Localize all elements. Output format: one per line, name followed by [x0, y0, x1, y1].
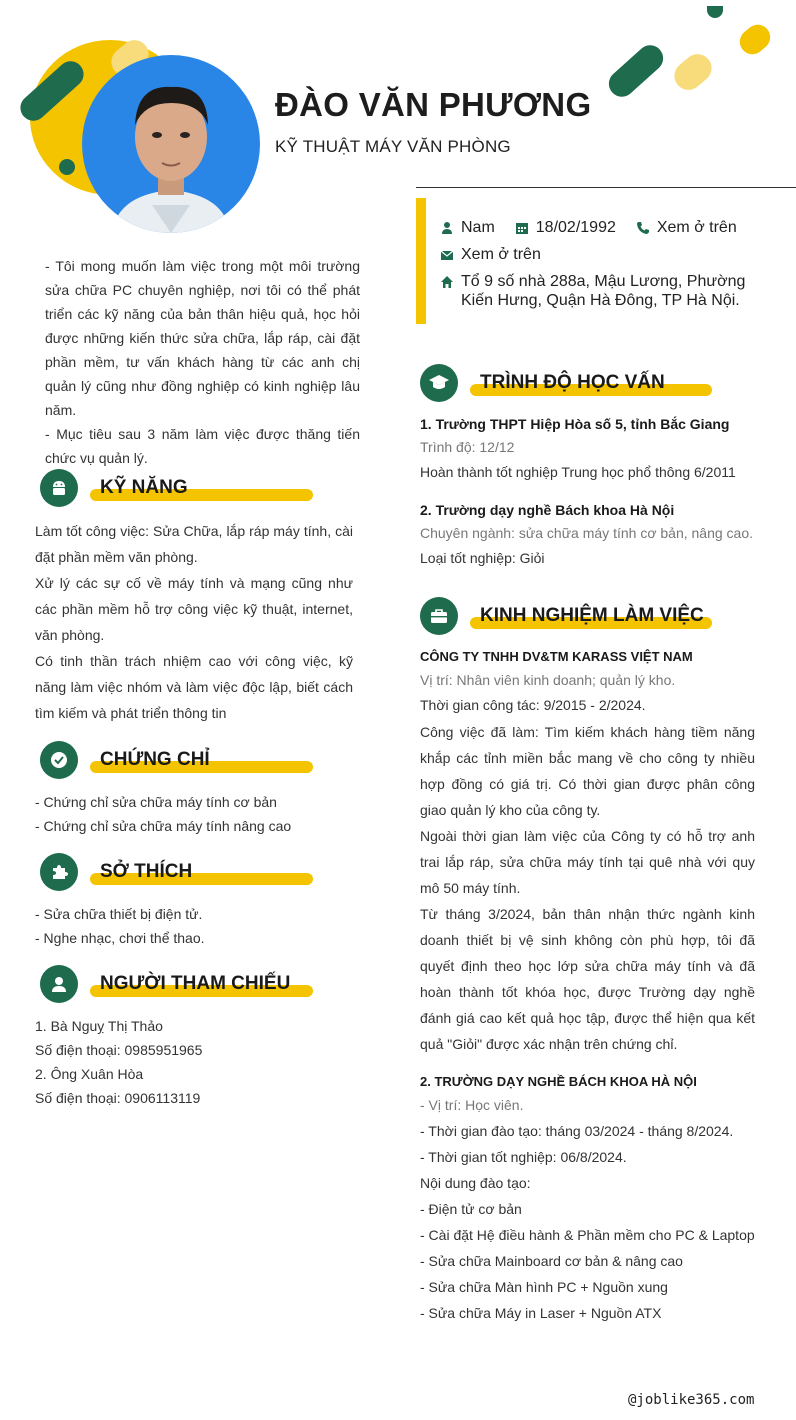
contact-info	[440, 218, 780, 318]
certificate-item: - Chứng chỉ sửa chữa máy tính cơ bản	[35, 794, 277, 810]
skills-title: KỸ NĂNG	[100, 477, 188, 498]
hobbies-title: SỞ THÍCH	[100, 861, 193, 882]
career-objective	[45, 254, 360, 470]
education-list	[420, 414, 760, 570]
job-position: Vị trí: Nhân viên kinh doanh; quản lý kho.	[420, 672, 676, 688]
experience-title: KINH NGHIỆM LÀM VIỆC	[480, 605, 704, 626]
company-name: CÔNG TY TNHH DV&TM KARASS VIỆT NAM	[420, 649, 693, 664]
job-line: Thời gian công tác: 9/2015 - 2/2024.	[420, 697, 646, 713]
company-name: 2. TRƯỜNG DẠY NGHỀ BÁCH KHOA HÀ NỘI	[420, 1074, 697, 1089]
skills-section-header	[40, 469, 320, 507]
certificates-list	[35, 790, 353, 838]
education-section-header	[420, 364, 720, 402]
gender-value: Nam	[461, 219, 495, 236]
graduation-cap-icon	[428, 372, 450, 394]
job-line: Từ tháng 3/2024, bản thân nhận thức ngành kinh doanh thiết bị vệ sinh không còn phù hợp, tôi đã quyết định theo học lớp sửa chữa máy tính và đã hoàn thành tốt khóa học, được Trường dạy nghề đánh giá cao kết quả học tập, được thể hiện qua kết quả "Giỏi" được xác nhận trên chứng chỉ.	[420, 906, 755, 1052]
birthday-value: 18/02/1992	[535, 219, 616, 236]
verified-badge-icon	[49, 750, 69, 770]
job-position: - Vị trí: Học viên.	[420, 1097, 524, 1113]
job-line: Nội dung đào tạo:	[420, 1175, 531, 1191]
phone-value: Xem ở trên	[656, 219, 737, 236]
school-detail: Loại tốt nghiệp: Giỏi	[420, 550, 545, 566]
address-value: Tổ 9 số nhà 288a, Mậu Lương, Phường Kiến Hưng, Quận Hà Đông, TP Hà Nội.	[461, 273, 746, 309]
job-line: Ngoài thời gian làm việc của Công ty có hỗ trợ anh trai lắp ráp, sửa chữa máy tính tại quê nhà với quy mô 50 máy tính.	[420, 828, 755, 896]
profile-photo	[82, 55, 260, 233]
references-title: NGƯỜI THAM CHIẾU	[100, 973, 291, 994]
reference-line: Số điện thoại: 0985951965	[35, 1042, 203, 1058]
decor-green-dot	[59, 159, 75, 175]
reference-line: Số điện thoại: 0906113119	[35, 1090, 201, 1106]
user-circle-icon	[49, 974, 69, 994]
android-icon	[49, 478, 69, 498]
calendar-icon	[515, 221, 529, 235]
email-value: Xem ở trên	[461, 246, 541, 263]
briefcase-icon	[429, 606, 449, 626]
decor-green-dot-right	[707, 6, 723, 18]
home-icon	[440, 275, 454, 289]
certificates-title: CHỨNG CHỈ	[100, 749, 210, 770]
reference-line: 2. Ông Xuân Hòa	[35, 1066, 144, 1082]
objective-line: - Tôi mong muốn làm việc trong một môi trường sửa chữa PC chuyên nghiệp, nơi tôi có thể phát triển các kỹ năng của bản thân hiệu quả, học hỏi được những kiến thức sửa chữa, lắp ráp, cài đặt phần mềm, tư vấn khách hàng từ các anh chị quản lý cũng như đồng nghiệp có kinh nghiệp lâu năm.	[45, 258, 360, 418]
job-line: - Sửa chữa Máy in Laser + Nguồn ATX	[420, 1305, 662, 1321]
job-line: - Điện tử cơ bản	[420, 1201, 522, 1217]
certificate-item: - Chứng chỉ sửa chữa máy tính nâng cao	[35, 818, 292, 834]
school-name: 1. Trường THPT Hiệp Hòa số 5, tỉnh Bắc Giang	[420, 416, 730, 432]
experience-section-header	[420, 597, 720, 635]
job-entry	[420, 1072, 760, 1326]
skill-item: Có tinh thần trách nhiệm cao với công việc, kỹ năng làm việc nhóm và làm việc độc lập, biết cách tìm kiếm và phát triển thông tin	[35, 653, 353, 721]
objective-line: - Mục tiêu sau 3 năm làm việc được thăng tiến chức vụ quản lý.	[45, 426, 360, 466]
school-level: Trình độ: 12/12	[420, 439, 515, 455]
job-line: Công việc đã làm: Tìm kiếm khách hàng tiềm năng khắp các tỉnh miền bắc mang về cho công ty nhiều hợp đồng có giá trị. Có thời gian được phân công giao quản lý kho của công ty.	[420, 724, 755, 818]
job-line: - Sửa chữa Màn hình PC + Nguồn xung	[420, 1279, 668, 1295]
hobby-item: - Sửa chữa thiết bị điện tử.	[35, 906, 203, 922]
candidate-name: ĐÀO VĂN PHƯƠNG	[275, 86, 592, 123]
hobbies-section-header	[40, 853, 320, 891]
phone-icon	[636, 221, 650, 235]
certificates-section-header	[40, 741, 320, 779]
email-icon	[440, 248, 454, 262]
decor-green-pill-right	[604, 40, 669, 102]
job-line: - Sửa chữa Mainboard cơ bản & nâng cao	[420, 1253, 683, 1269]
skills-list	[35, 518, 353, 726]
contact-accent-bar	[416, 198, 426, 324]
skill-item: Xử lý các sự cố về máy tính và mạng cũng như các phần mềm hỗ trợ công việc kỹ thuật, internet, văn phòng.	[35, 575, 353, 643]
person-icon	[440, 221, 454, 235]
school-detail: Hoàn thành tốt nghiệp Trung học phổ thông 6/2011	[420, 464, 736, 480]
job-title: KỸ THUẬT MÁY VĂN PHÒNG	[275, 137, 511, 156]
puzzle-icon	[49, 862, 69, 882]
job-line: - Thời gian đào tạo: tháng 03/2024 - tháng 8/2024.	[420, 1123, 734, 1139]
watermark-url: @joblike365.com	[628, 1392, 755, 1408]
references-section-header	[40, 965, 320, 1003]
hobby-item: - Nghe nhạc, chơi thể thao.	[35, 930, 205, 946]
job-line: - Cài đặt Hệ điều hành & Phần mềm cho PC & Laptop	[420, 1227, 755, 1243]
header-divider	[416, 187, 796, 188]
hobbies-list	[35, 902, 353, 950]
school-name: 2. Trường dạy nghề Bách khoa Hà Nội	[420, 502, 675, 518]
reference-line: 1. Bà Nguỵ Thị Thảo	[35, 1018, 163, 1034]
decor-pale-pill-right	[669, 48, 718, 95]
job-entry	[420, 647, 755, 1057]
education-title: TRÌNH ĐỘ HỌC VẤN	[480, 372, 665, 393]
job-line: - Thời gian tốt nghiệp: 06/8/2024.	[420, 1149, 627, 1165]
skill-item: Làm tốt công việc: Sửa Chữa, lắp ráp máy tính, cài đặt phần mềm văn phòng.	[35, 523, 353, 565]
references-list	[35, 1014, 353, 1110]
decor-yellow-pill-right	[735, 20, 776, 60]
school-major: Chuyên ngành: sửa chữa máy tính cơ bản, nâng cao.	[420, 525, 754, 541]
